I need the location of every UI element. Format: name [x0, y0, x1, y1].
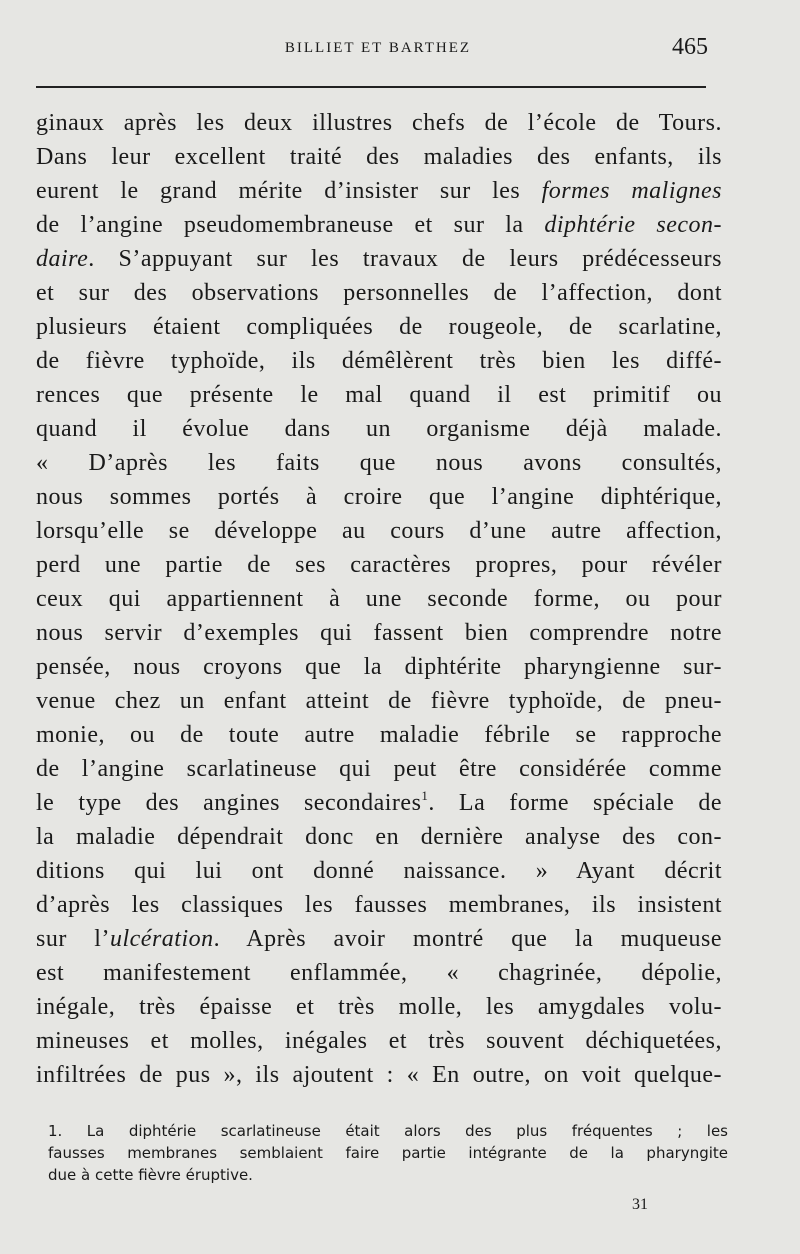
page-header: [36, 36, 720, 66]
text-line: nous servir d’exemples qui fassent bien comprendre notre: [36, 620, 722, 646]
text-line: pensée, nous croyons que la diphtérite pharyngienne sur-: [36, 654, 722, 680]
footnote-reference: 1: [421, 788, 429, 803]
text-line: ditions qui lui ont donné naissance. » Ayant décrit: [36, 858, 722, 884]
text-line: venue chez un enfant atteint de fièvre typhoïde, de pneu-: [36, 688, 722, 714]
text-line: Dans leur excellent traité des maladies des enfants, ils: [36, 144, 722, 170]
text-line: lorsqu’elle se développe au cours d’une autre affection,: [36, 518, 722, 544]
text-line: la maladie dépendrait donc en dernière analyse des con-: [36, 824, 722, 850]
text-line: est manifestement enflammée, « chagrinée, dépolie,: [36, 960, 722, 986]
text-line: le type des angines secondaires$^1$. La forme spéciale de: [36, 788, 722, 816]
text-line: de l’angine pseudomembraneuse et sur la diphtérie secon-: [36, 212, 722, 238]
text-line: de l’angine scarlatineuse qui peut être considérée comme: [36, 756, 722, 782]
text-line: nous sommes portés à croire que l’angine diphtérique,: [36, 484, 722, 510]
header-rule: [36, 86, 706, 88]
page-number: 465: [672, 34, 708, 60]
footnote-line: fausses membranes semblaient faire partie intégrante de la pharyngite: [48, 1144, 728, 1162]
text-line: eurent le grand mérite d’insister sur les formes malignes: [36, 178, 723, 204]
text-line: quand il évolue dans un organisme déjà malade.: [36, 416, 722, 442]
text-line: infiltrées de pus », ils ajoutent : « En outre, on voit quelque-: [36, 1062, 722, 1088]
text-line: ceux qui appartiennent à une seconde forme, ou pour: [36, 586, 722, 612]
text-line: sur l’ulcération. Après avoir montré que la muqueuse: [36, 926, 722, 952]
text-line: inégale, très épaisse et très molle, les amygdales volu-: [36, 994, 722, 1020]
text-line: et sur des observations personnelles de l’affection, dont: [36, 280, 722, 306]
italic-emphasis: diphtérie secon-: [544, 212, 722, 238]
text-line: mineuses et molles, inégales et très souvent déchiquetées,: [36, 1028, 722, 1054]
footnote-line: due à cette fièvre éruptive.: [48, 1166, 253, 1184]
italic-emphasis: formes malignes: [541, 178, 723, 204]
text-line: de fièvre typhoïde, ils démêlèrent très bien les diffé-: [36, 348, 722, 374]
text-line: « D’après les faits que nous avons consultés,: [36, 450, 722, 476]
text-line: rences que présente le mal quand il est primitif ou: [36, 382, 722, 408]
text-line: perd une partie de ses caractères propres, pour révéler: [36, 552, 722, 578]
running-head: BILLIET ET BARTHEZ: [284, 40, 472, 56]
text-line: monie, ou de toute autre maladie fébrile se rapproche: [36, 722, 722, 748]
text-line: d’après les classiques les fausses membranes, ils insistent: [36, 892, 722, 918]
italic-emphasis: daire: [36, 246, 89, 272]
text-line: plusieurs étaient compliquées de rougeole, de scarlatine,: [36, 314, 722, 340]
body-text: [36, 106, 722, 1092]
footnote: [48, 1120, 728, 1186]
italic-emphasis: ulcération: [109, 926, 214, 952]
footnote-line: 1. La diphtérie scarlatineuse était alors des plus fréquentes ; les: [48, 1122, 728, 1140]
signature-mark: 31: [632, 1196, 648, 1213]
text-line: daire. S’appuyant sur les travaux de leurs prédécesseurs: [36, 246, 722, 272]
text-line: ginaux après les deux illustres chefs de l’école de Tours.: [36, 110, 722, 136]
